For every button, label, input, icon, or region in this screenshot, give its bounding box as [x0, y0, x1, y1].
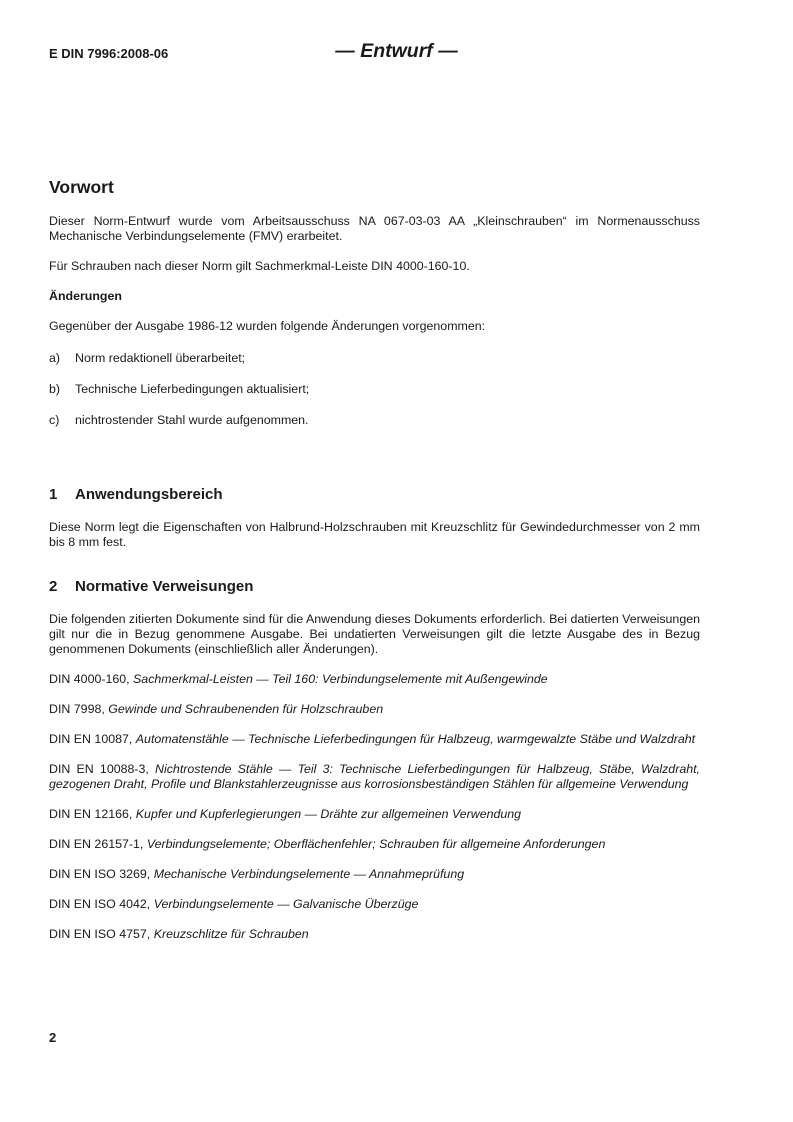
reference-title: Automatenstähle — Technische Lieferbedingungen für Halbzeug, warmgewalzte Stäbe und Walzdraht: [135, 732, 696, 746]
section-1-title: Anwendungsbereich: [75, 486, 223, 503]
reference-title: Mechanische Verbindungselemente — Annahmeprüfung: [153, 867, 465, 881]
reference-title: Verbindungselemente; Oberflächenfehler; Schrauben für allgemeine Anforderungen: [146, 837, 606, 851]
reference-title: Sachmerkmal-Leisten — Teil 160: Verbindungselemente mit Außengewinde: [133, 672, 548, 686]
reference-code: DIN 4000-160,: [49, 672, 130, 686]
normative-reference: [49, 762, 700, 792]
reference-title: Verbindungselemente — Galvanische Überzüge: [153, 897, 419, 911]
change-item: [49, 382, 700, 397]
change-item-text: Norm redaktionell überarbeitet;: [75, 351, 246, 365]
normative-reference: [49, 837, 700, 852]
reference-code: DIN EN ISO 4757,: [49, 927, 151, 941]
section-2-intro: Die folgenden zitierten Dokumente sind für die Anwendung dieses Dokuments erforderlich. Bei datierten Verweisungen gilt nur die in Bezug genommene Ausgabe. Bei undatierten Verweisungen gilt die letzte Ausgabe des in Bezug genommenen Dokuments (einschließlich aller Änderungen).: [49, 612, 700, 656]
document-id: E DIN 7996:2008-06: [49, 46, 169, 61]
foreword-title: Vorwort: [49, 177, 114, 197]
page-body: [49, 177, 700, 957]
foreword-paragraph-2: Für Schrauben nach dieser Norm gilt Sachmerkmal-Leiste DIN 4000-160-10.: [49, 259, 470, 273]
reference-code: DIN EN 10087,: [49, 732, 133, 746]
changes-title: Änderungen: [49, 289, 122, 303]
reference-title: Kupfer und Kupferlegierungen — Drähte zur allgemeinen Verwendung: [135, 807, 522, 821]
reference-title: Nichtrostende Stähle — Teil 3: Technische Lieferbedingungen für Halbzeug, Stäbe, Walzdraht, gezogenen Draht, Profile und Blankstahlerzeugnisse aus korrosionsbeständigen Stählen für allgemeine Verwendung: [49, 762, 700, 791]
change-item-label: c): [49, 413, 60, 427]
section-1-text: Diese Norm legt die Eigenschaften von Halbrund-Holzschrauben mit Kreuzschlitz für Gewindedurchmesser von 2 mm bis 8 mm fest.: [49, 520, 700, 549]
section-1-number: 1: [49, 486, 58, 503]
change-item: [49, 351, 700, 366]
foreword-paragraph-1: Dieser Norm-Entwurf wurde vom Arbeitsausschuss NA 067-03-03 AA „Kleinschrauben“ im Normenausschuss Mechanische Verbindungselemente (FMV) erarbeitet.: [49, 214, 700, 243]
reference-code: DIN 7998,: [49, 702, 105, 716]
change-item-label: a): [49, 351, 61, 365]
reference-title: Kreuzschlitze für Schrauben: [153, 927, 309, 941]
normative-reference: [49, 807, 700, 822]
normative-reference: [49, 702, 700, 717]
normative-reference: [49, 867, 700, 882]
reference-code: DIN EN ISO 3269,: [49, 867, 151, 881]
change-item-text: Technische Lieferbedingungen aktualisiert;: [75, 382, 310, 396]
reference-code: DIN EN 10088-3,: [49, 762, 149, 776]
reference-code: DIN EN ISO 4042,: [49, 897, 151, 911]
reference-code: DIN EN 12166,: [49, 807, 133, 821]
change-item-text: nichtrostender Stahl wurde aufgenommen.: [75, 413, 309, 427]
change-item: [49, 413, 700, 428]
page-number: 2: [49, 1030, 57, 1045]
normative-reference: [49, 897, 700, 912]
section-2-title: Normative Verweisungen: [75, 578, 254, 595]
section-1-heading: [49, 486, 700, 504]
reference-title: Gewinde und Schraubenenden für Holzschrauben: [108, 702, 384, 716]
normative-reference: [49, 927, 700, 942]
changes-intro: Gegenüber der Ausgabe 1986-12 wurden folgende Änderungen vorgenommen:: [49, 319, 486, 333]
reference-code: DIN EN 26157-1,: [49, 837, 144, 851]
section-2-number: 2: [49, 578, 58, 595]
section-2-heading: [49, 578, 700, 596]
normative-reference: [49, 732, 700, 747]
normative-reference: [49, 672, 700, 687]
change-item-label: b): [49, 382, 61, 396]
draft-mark: — Entwurf —: [335, 40, 458, 62]
